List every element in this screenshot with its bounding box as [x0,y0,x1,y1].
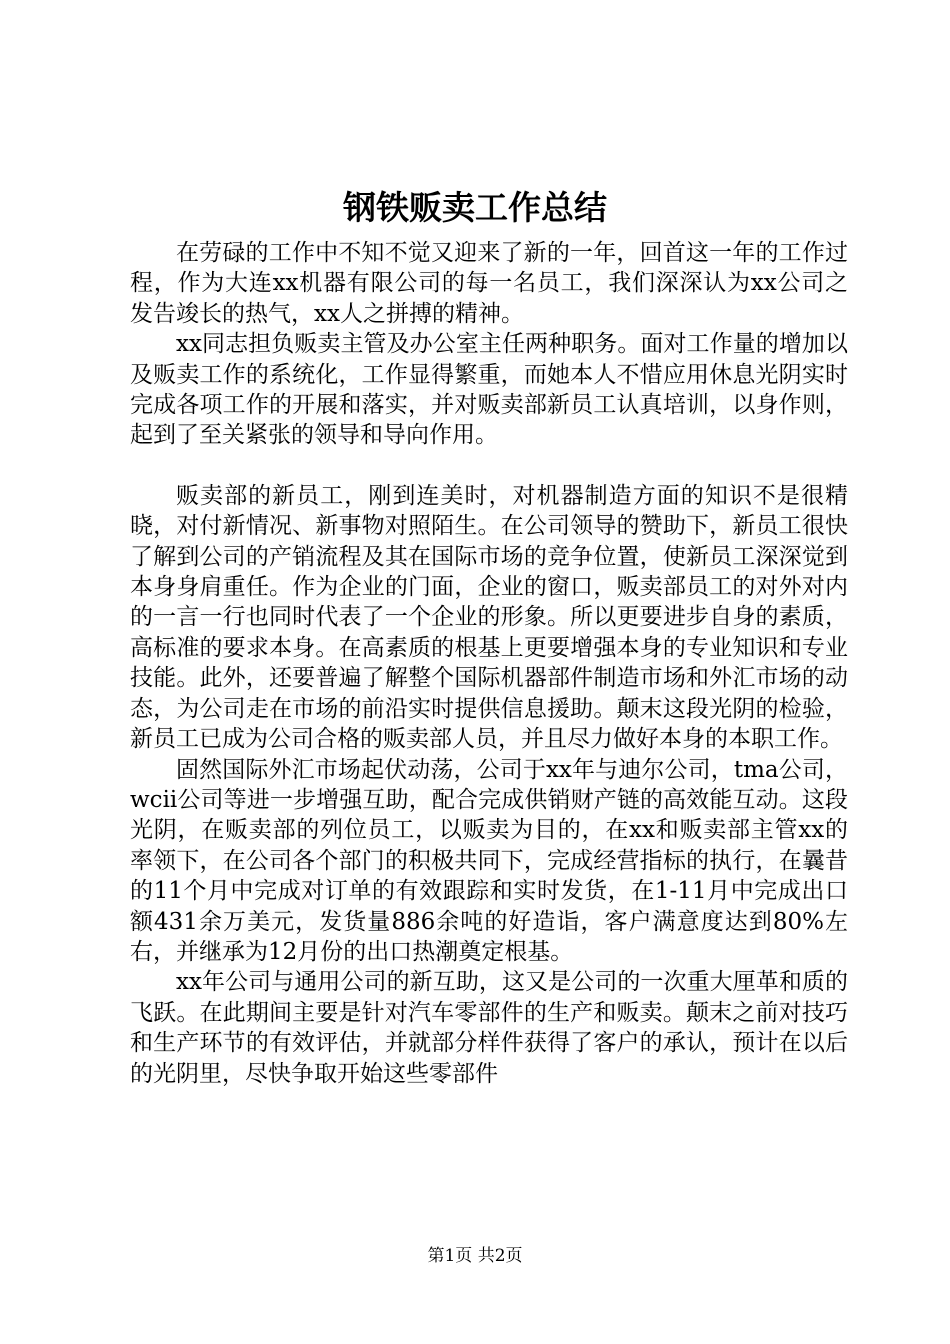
page-number-footer: 第1页 共2页 [427,1246,523,1266]
document-body [130,238,848,1089]
paragraph-4: 固然国际外汇市场起伏动荡，公司于xx年与迪尔公司，tma公司，wcii公司等进一步增强互助，配合完成供销财产链的高效能互动。这段光阴，在贩卖部的列位员工，以贩卖为目的，在xx和贩卖部主管xx的率领下，在公司各个部门的积极共同下，完成经营指标的执行，在曩昔的11个月中完成对订单的有效跟踪和实时发货，在1-11月中完成出口额431余万美元，发货量886余吨的好造诣，客户满意度达到80%左右，并继承为12月份的出口热潮奠定根基。 [130,756,848,965]
paragraph-2: xx同志担负贩卖主管及办公室主任两种职务。面对工作量的增加以及贩卖工作的系统化，工作显得繁重，而她本人不惜应用休息光阴实时完成各项工作的开展和落实，并对贩卖部新员工认真培训，以身作则，起到了至关紧张的领导和导向作用。 [130,331,848,449]
document-title: 钢铁贩卖工作总结 [343,188,607,227]
paragraph-3: 贩卖部的新员工，刚到连美时，对机器制造方面的知识不是很精晓，对付新情况、新事物对照陌生。在公司领导的赞助下，新员工很快了解到公司的产销流程及其在国际市场的竞争位置，使新员工深深觉到本身身肩重任。作为企业的门面，企业的窗口，贩卖部员工的对外对内的一言一行也同时代表了一个企业的形象。所以更要进步自身的素质，高标准的要求本身。在高素质的根基上更要增强本身的专业知识和专业技能。此外，还要普遍了解整个国际机器部件制造市场和外汇市场的动态，为公司走在市场的前沿实时提供信息援助。颠末这段光阴的检验，新员工已成为公司合格的贩卖部人员，并且尽力做好本身的本职工作。 [130,482,848,753]
paragraph-1: 在劳碌的工作中不知不觉又迎来了新的一年，回首这一年的工作过程，作为大连xx机器有限公司的每一名员工，我们深深认为xx公司之发告竣长的热气，xx人之拼搏的精神。 [130,240,848,327]
paragraph-5: xx年公司与通用公司的新互助，这又是公司的一次重大厘革和质的飞跃。在此期间主要是针对汽车零部件的生产和贩卖。颠末之前对技巧和生产环节的有效评估，并就部分样件获得了客户的承认，预计在以后的光阴里，尽快争取开始这些零部件 [130,969,848,1087]
